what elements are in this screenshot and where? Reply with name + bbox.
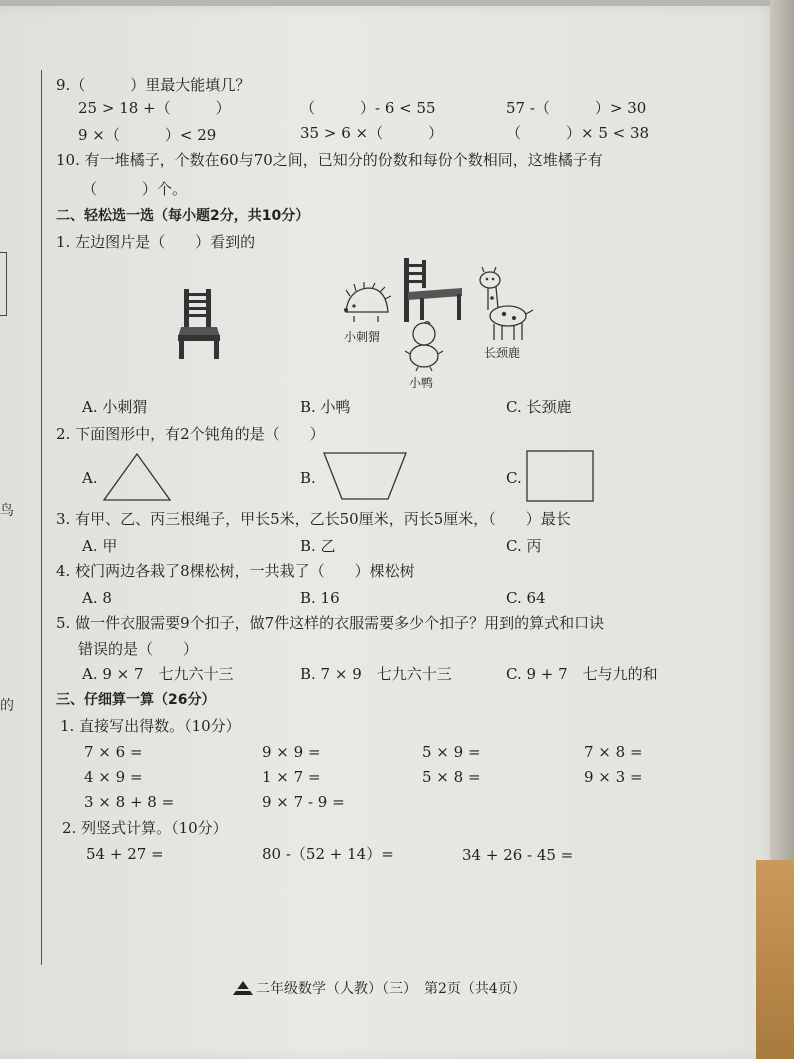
s3-q2-stem: 2. 列竖式计算。（10分） [62, 819, 228, 837]
calc-item: 4 × 9 = [84, 768, 143, 786]
chair-back-icon [174, 287, 224, 362]
hedgehog-icon [340, 282, 392, 324]
calc-item: 9 × 9 = [262, 743, 321, 761]
q9-item: 25 > 18 +（ ） [78, 99, 231, 117]
calc-item: 5 × 9 = [422, 743, 481, 761]
s2-q3-option: B. 乙 [300, 537, 336, 555]
s2-q2-stem: 2. 下面图形中，有2个钝角的是（ ） [56, 425, 325, 443]
s2-q4-option: B. 16 [300, 589, 340, 607]
page-footer: 二年级数学（人教）（三） 第2页（共4页） [256, 981, 526, 997]
q9-item: 9 ×（ ）< 29 [78, 126, 217, 144]
q10-line1: 10. 有一堆橘子，个数在60与70之间，已知分的份数和每份个数相同，这堆橘子有 [56, 151, 603, 169]
q9-item: 35 > 6 ×（ ） [300, 124, 444, 142]
s2-q5-line2: 错误的是（ ） [78, 640, 199, 658]
binding-box [0, 252, 7, 316]
section3-title: 三、仔细算一算（26分） [56, 692, 216, 708]
section2-title: 二、轻松选一选（每小题2分，共10分） [56, 208, 310, 224]
s2-q2-option: B. [300, 469, 316, 487]
trapezoid-icon [322, 451, 408, 501]
calc-item: 5 × 8 = [422, 768, 481, 786]
s2-q3-stem: 3. 有甲、乙、丙三根绳子，甲长5米，乙长50厘米，丙长5厘米，（ ）最长 [56, 510, 571, 528]
s2-q1-option: A. 小刺猬 [82, 398, 148, 416]
giraffe-icon [474, 266, 536, 342]
s2-q1-option: C. 长颈鹿 [506, 398, 572, 416]
s2-q2-option: C. [506, 469, 522, 487]
vertical-calc-item: 80 -（52 + 14）= [262, 845, 394, 863]
s2-q5-line1: 5. 做一件衣服需要9个扣子，做7件这样的衣服需要多少个扣子？用到的算式和口诀 [56, 614, 605, 632]
side-char: 鸟 [0, 503, 14, 519]
margin-line [41, 70, 42, 965]
calc-item: 7 × 6 = [84, 743, 143, 761]
table-surface [756, 860, 794, 1059]
calc-item: 3 × 8 + 8 = [84, 793, 175, 811]
calc-item: 7 × 8 = [584, 743, 643, 761]
rectangle-icon [526, 450, 594, 502]
q9-item: （ ）- 6 < 55 [300, 99, 436, 117]
s2-q4-option: A. 8 [82, 589, 112, 607]
triangle-icon [102, 452, 172, 502]
q9-item: （ ）× 5 < 38 [506, 124, 650, 142]
s2-q1-option: B. 小鸭 [300, 398, 351, 416]
giraffe-label: 长颈鹿 [484, 346, 521, 360]
s2-q4-stem: 4. 校门两边各栽了8棵松树，一共栽了（ ）棵松树 [56, 562, 415, 580]
q9-item: 57 -（ ）> 30 [506, 99, 647, 117]
publisher-logo-icon [232, 980, 254, 996]
s3-q1-stem: 1. 直接写出得数。（10分） [60, 717, 241, 735]
calc-item: 9 × 3 = [584, 768, 643, 786]
s2-q5-option: C. 9 + 7 七与九的和 [506, 665, 658, 683]
s2-q3-option: A. 甲 [82, 537, 118, 555]
vertical-calc-item: 34 + 26 - 45 = [462, 846, 574, 864]
vertical-calc-item: 54 + 27 = [86, 845, 164, 863]
duck-icon [404, 320, 444, 372]
q9-stem: 9.（ ）里最大能填几？ [56, 76, 251, 94]
s2-q4-option: C. 64 [506, 589, 546, 607]
s2-q5-option: A. 9 × 7 七九六十三 [82, 665, 234, 683]
s2-q1-stem: 1. 左边图片是（ ）看到的 [56, 233, 256, 251]
chair-side-icon [402, 256, 466, 324]
s2-q5-option: B. 7 × 9 七九六十三 [300, 665, 452, 683]
calc-item: 9 × 7 - 9 = [262, 793, 345, 811]
q10-line2: （ ）个。 [82, 180, 188, 198]
hedgehog-label: 小刺猬 [344, 330, 381, 344]
s2-q3-option: C. 丙 [506, 537, 542, 555]
side-char: 的 [0, 698, 14, 714]
calc-item: 1 × 7 = [262, 768, 321, 786]
duck-label: 小鸭 [409, 376, 434, 390]
s2-q2-option: A. [82, 469, 98, 487]
